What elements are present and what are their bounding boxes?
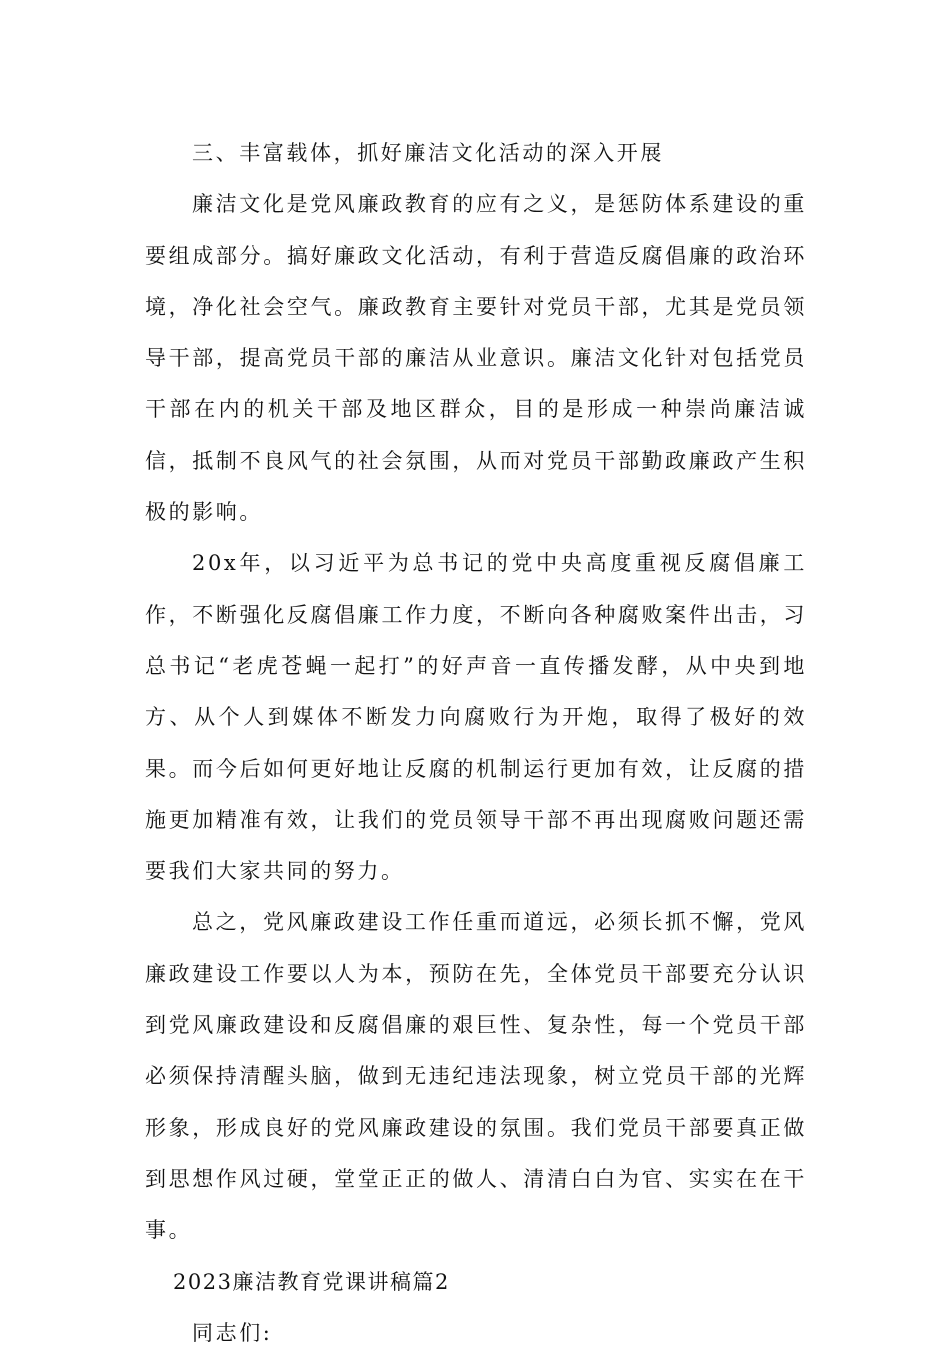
paragraph-integrity-culture: 廉洁文化是党风廉政教育的应有之义，是惩防体系建设的重要组成部分。搞好廉政文化活动，有利于营造反腐倡廉的政治环境，净化社会空气。廉政教育主要针对党员干部，尤其是党员领导干部，提高党员干部的廉洁从业意识。廉洁文化针对包括党员干部在内的机关干部及地区群众，目的是形成一种崇尚廉洁诚信，抵制不良风气的社会氛围，从而对党员干部勤政廉政产生积极的影响。 [145,192,807,525]
greeting: 同志们: [192,1320,273,1345]
next-speech-title: 2023廉洁教育党课讲稿篇2 [173,1269,450,1294]
document-body [145,128,807,1359]
paragraph-anti-corruption: 20x年，以习近平为总书记的党中央高度重视反腐倡廉工作，不断强化反腐倡廉工作力度，不断向各种腐败案件出击，习总书记“老虎苍蝇一起打”的好声音一直传播发酵，从中央到地方、从个人到媒体不断发力向腐败行为开炮，取得了极好的效果。而今后如何更好地让反腐的机制运行更加有效，让反腐的措施更加精准有效，让我们的党员领导干部不再出现腐败问题还需要我们大家共同的努力。 [145,551,807,884]
paragraph-conclusion: 总之，党风廉政建设工作任重而道远，必须长抓不懈，党风廉政建设工作要以人为本，预防在先，全体党员干部要充分认识到党风廉政建设和反腐倡廉的艰巨性、复杂性，每一个党员干部必须保持清醒头脑，做到无违纪违法现象，树立党员干部的光辉形象，形成良好的党风廉政建设的氛围。我们党员干部要真正做到思想作风过硬，堂堂正正的做人、清清白白为官、实实在在干事。 [145,910,807,1243]
section-heading: 三、丰富载体，抓好廉洁文化活动的深入开展 [192,141,664,165]
